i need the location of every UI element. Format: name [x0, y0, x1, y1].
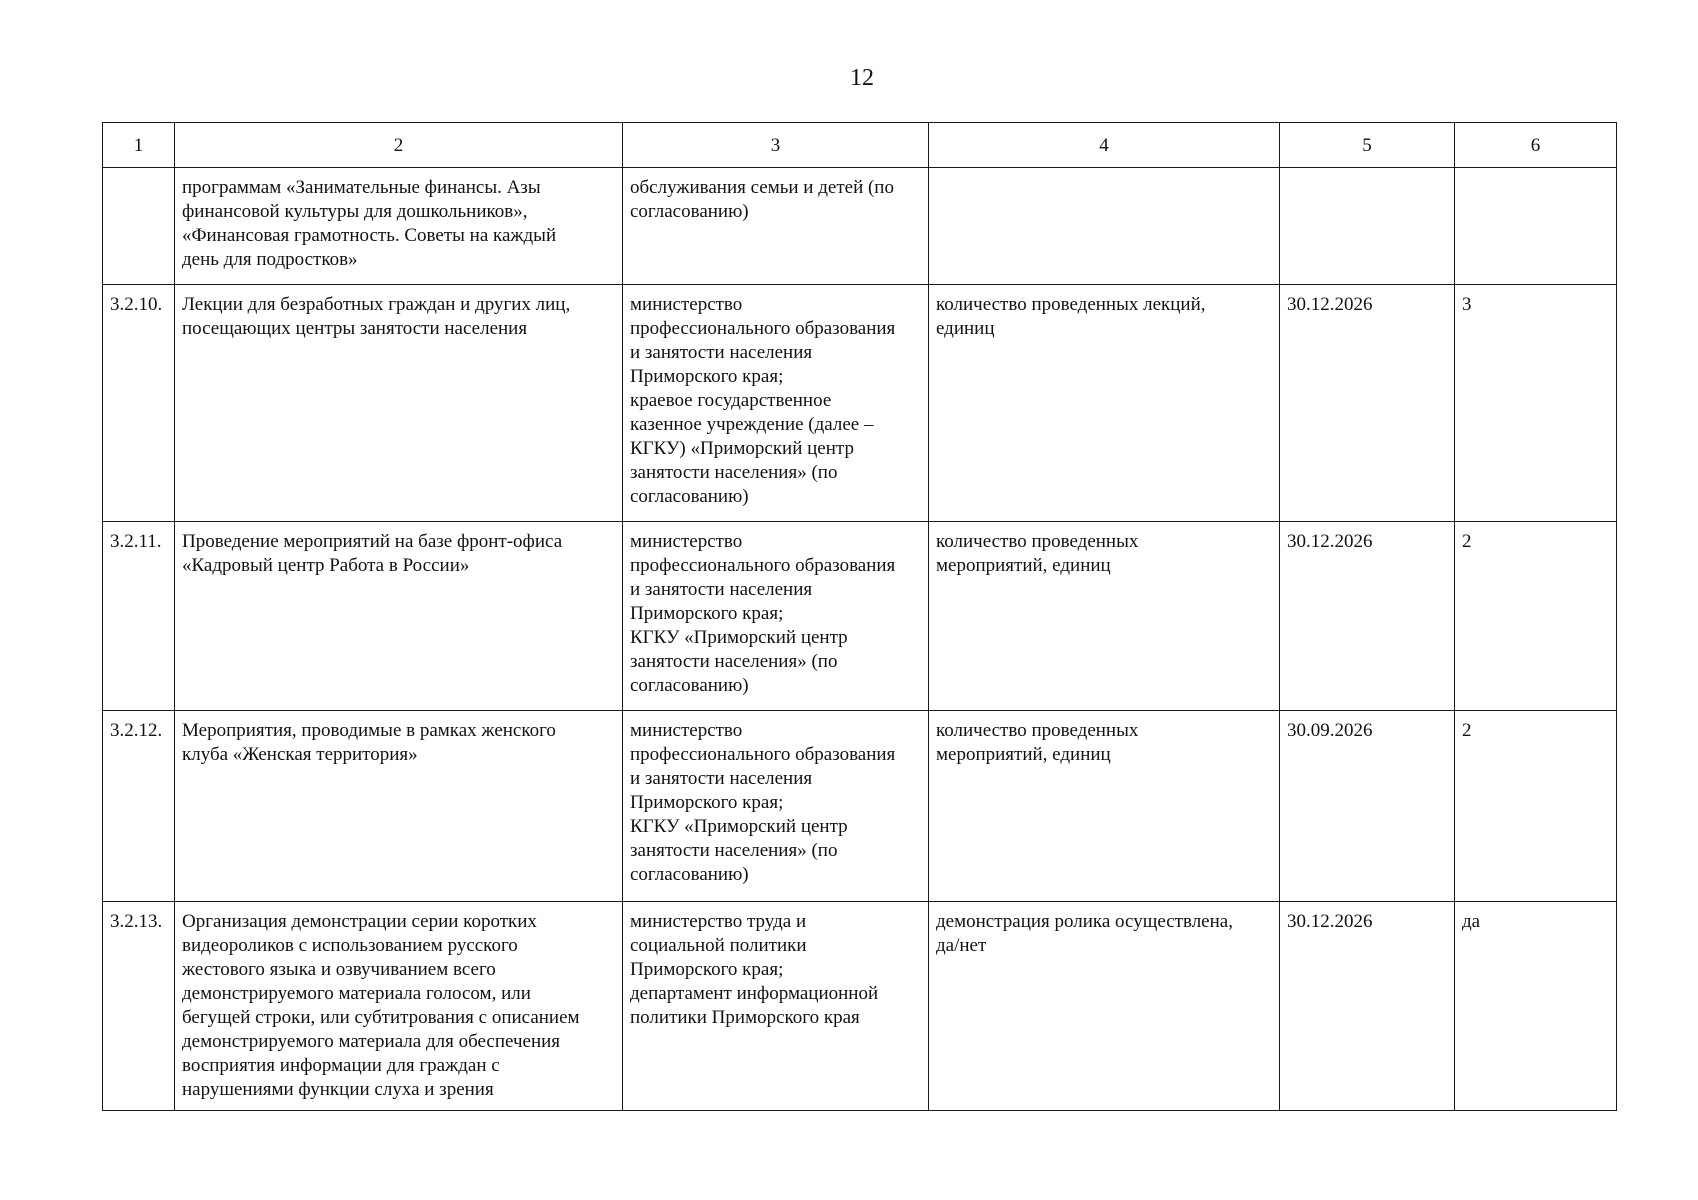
column-header-1: 1: [103, 123, 175, 168]
event-name: программам «Занимательные финансы. Азы финансовой культуры для дошкольников», «Финансовая грамотность. Советы на каждый день для подростков»: [175, 168, 623, 285]
indicator-name: демонстрация ролика осуществлена, да/нет: [929, 902, 1280, 1111]
event-name: Мероприятия, проводимые в рамках женского клуба «Женская территория»: [175, 711, 623, 902]
indicator-name: количество проведенных мероприятий, единиц: [929, 711, 1280, 902]
table-header: [103, 123, 1617, 168]
table-row: [103, 168, 1617, 285]
plan-table: [102, 122, 1617, 1111]
row-number: 3.2.12.: [103, 711, 175, 902]
table-row: [103, 522, 1617, 711]
event-name: Проведение мероприятий на базе фронт-офиса «Кадровый центр Работа в России»: [175, 522, 623, 711]
responsible-executor: министерство труда и социальной политики Приморского края; департамент информационной политики Приморского края: [623, 902, 929, 1111]
indicator-name: [929, 168, 1280, 285]
column-header-3: 3: [623, 123, 929, 168]
page-number: 12: [850, 65, 874, 91]
table-row: [103, 711, 1617, 902]
deadline-date: 30.12.2026: [1280, 902, 1455, 1111]
row-number: 3.2.11.: [103, 522, 175, 711]
event-name: Лекции для безработных граждан и других лиц, посещающих центры занятости населения: [175, 285, 623, 522]
responsible-executor: обслуживания семьи и детей (по согласованию): [623, 168, 929, 285]
table-row: [103, 285, 1617, 522]
row-number: 3.2.10.: [103, 285, 175, 522]
deadline-date: [1280, 168, 1455, 285]
deadline-date: 30.12.2026: [1280, 285, 1455, 522]
header-row: [103, 123, 1617, 168]
column-header-4: 4: [929, 123, 1280, 168]
indicator-name: количество проведенных лекций, единиц: [929, 285, 1280, 522]
indicator-name: количество проведенных мероприятий, единиц: [929, 522, 1280, 711]
deadline-date: 30.12.2026: [1280, 522, 1455, 711]
row-number: [103, 168, 175, 285]
table-body: [103, 168, 1617, 1111]
indicator-value: 2: [1455, 711, 1617, 902]
responsible-executor: министерство профессионального образования и занятости населения Приморского края; КГКУ «Приморский центр занятости населения» (по согласованию): [623, 711, 929, 902]
indicator-value: 2: [1455, 522, 1617, 711]
indicator-value: [1455, 168, 1617, 285]
column-header-5: 5: [1280, 123, 1455, 168]
responsible-executor: министерство профессионального образования и занятости населения Приморского края; краевое государственное казенное учреждение (далее – КГКУ) «Приморский центр занятости населения» (по согласованию): [623, 285, 929, 522]
event-name: Организация демонстрации серии коротких видеороликов с использованием русского жестового языка и озвучиванием всего демонстрируемого материала голосом, или бегущей строки, или субтитрования с описанием демонстрируемого материала для обеспечения восприятия информации для граждан с нарушениями функции слуха и зрения: [175, 902, 623, 1111]
deadline-date: 30.09.2026: [1280, 711, 1455, 902]
column-header-6: 6: [1455, 123, 1617, 168]
responsible-executor: министерство профессионального образования и занятости населения Приморского края; КГКУ «Приморский центр занятости населения» (по согласованию): [623, 522, 929, 711]
indicator-value: 3: [1455, 285, 1617, 522]
table-row: [103, 902, 1617, 1111]
row-number: 3.2.13.: [103, 902, 175, 1111]
column-header-2: 2: [175, 123, 623, 168]
indicator-value: да: [1455, 902, 1617, 1111]
